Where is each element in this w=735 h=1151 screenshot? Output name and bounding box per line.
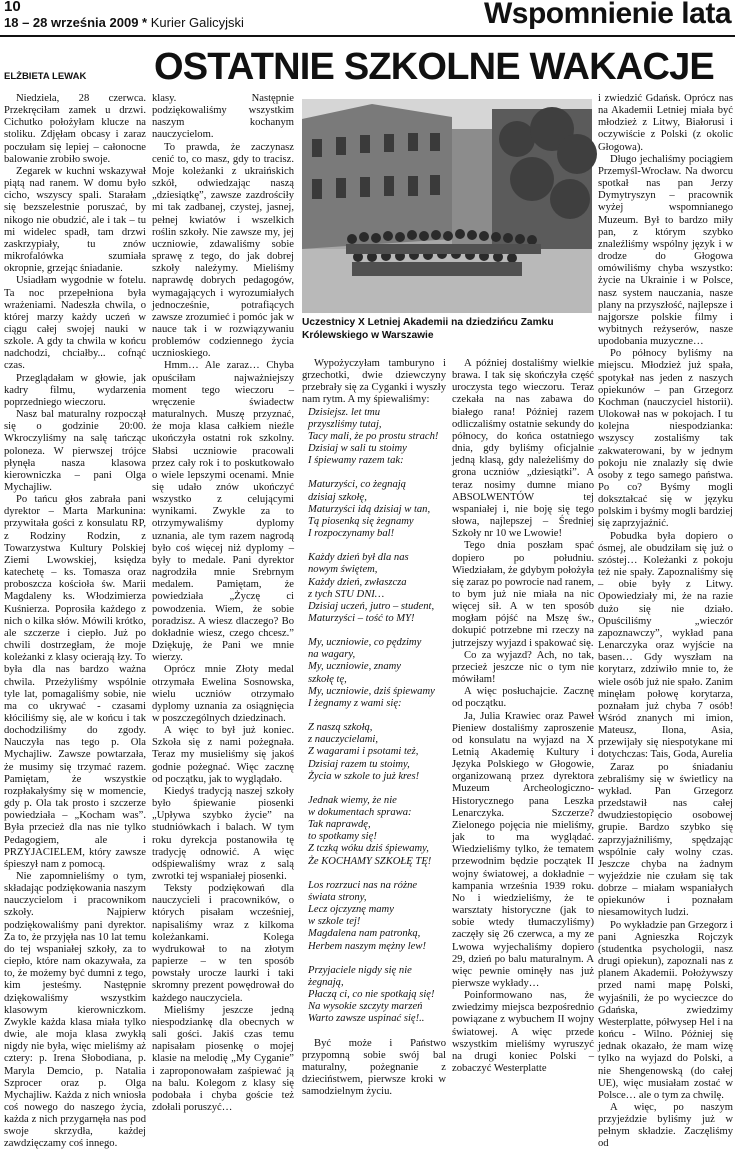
article-column-5 — [598, 93, 733, 1150]
article-paragraph: Mieliśmy jeszcze jedną niespodziankę dla obecnych w sali gości. Jakiś czas temu napisałam piosenkę o mojej klasie na melodię „My Cyganie” i zaproponowałam zaśpiewać ją na balu. Kolegom z klasy się podobała i chyba goście też zdołali poruszyć… — [152, 1004, 294, 1113]
article-paragraph: To prawda, że zaczynasz cenić to, co masz, gdy to tracisz. Moje koleżanki z ukraińskich szkół, odwiedzając naszą „dziesiątkę”, zawsze zazdrościły mi tak zadbanej, czystej, jasnej, pełnej kwiatów i wszelkich roślin szkoły. Nie zawsze my, jej uczniowie, zdawaliśmy sobie sprawę z tego, do jak dobrej szkoły należymy. Mieliśmy naprawdę dobrych pedagogów, wymagających i wyrozumiałych jednocześnie, potrafiących zawsze zrozumieć i pomóc jak w nauce tak i w rozwiązywaniu problemów codziennego życia ucznioskiego. — [152, 141, 294, 360]
article-column-2 — [152, 93, 294, 1113]
article-paragraph: Po wykładzie pan Grzegorz i pani Agnieszka Rojczyk (studentka psychologii, nasz drugi opiekun), zapoznali nas z planem Akademii. Położywszy przed nami mapę Polski, wyjaśnili, że po wycieczce do Gdańska, zwiedzimy Westerplatte, półwysep Hel i na końcu - Wilno. Później się jednak okazało, że mam wizę tylko na wyjazd do Polski, a nie Shengenowską (do całej UE), więc musiałam zostać w Polsce… ale o tym za chwilę. — [598, 919, 733, 1101]
article-paragraph: Po tańcu głos zabrała pani dyrektor – Marta Markunina: przywitała gości z konsulatu RP, z Rodziny Rodzin, z Towarzystwa Kultury Polskiej Ziemi Lwowskiej, księdza katechetę – ks. Tomasza oraz proboszcza kościoła św. Marii Magdaleny ks. Włodzimierza Kuśnierza. Poprosiła każdego z nich o kilka słów. Mówili krótko, ale szczerze i ciepło. Już po chwili dostrzegłam, że moje koleżanki z klasy ocierają łzy. To była dla nas bardzo ważna chwila. Przeżyliśmy wspólnie tyle lat, pomagaliśmy sobie, nie ma co ukrywać - czasami kłóciliśmy się, ale w końcu i tak dochodziliśmy do zgody. Nauczyła nas tego p. Ola Mychajliw. Zawsze powtarzała, że musimy się trzymać razem. Pamiętam, że wszystkie rozpłakałyśmy się w momencie, gdy p. Ola tak prosto i szczerze powiedziała – „Kocham was”. Była przecież dla nas nie tylko Pedagogiem, ale i PRZYJACIELEM, który zawsze śpieszył nam z pomocą. — [4, 494, 146, 870]
article-paragraph: Przeglądałam w głowie, jak kadry filmu, wydarzenia poprzedniego wieczoru. — [4, 372, 146, 408]
poem-stanza: Każdy dzień był dla nas nowym świętem, Każdy dzień, zwłaszcza z tych STU DNI… Dzisiaj uczeń, jutro – student, Maturzyści – tość to MY! — [308, 552, 435, 624]
article-paragraph: Pobudka była dopiero o ósmej, ale obudziłam się już o szóstej… Koleżanki z pokoju też nie spały. Zapoznaliśmy się – obie były z Litwy. Opowiedziały mi, że na razie dużo się nie działo. Opuściliśmy „wieczór zapoznawczy”, wykład pana Lenarczyka oraz wyjście na basen… Gdy wyszłam na korytarz, zdziwiło mnie to, że wiele osób już nie spało. Zanim minęłam połowę korytarza, poznałam już chyba 7 osób! Wśród znanych mi imion, Mateusz, Ilona, Asia, przewijały się niespotykane mi dotychczas: Tais, Goda, Aurelia — [598, 530, 733, 761]
article-paragraph: Poinformowano nas, że zwiedzimy miejsca bezpośrednio powiązane z wybuchem II wojny światowej. A więc przede wszystkim mieliśmy wyruszyć na drugi koniec Polski – zobaczyć Westerplatte — [452, 990, 594, 1075]
article-paragraph: A więc posłuchajcie. Zacznę od początku. — [452, 686, 594, 710]
article-paragraph: i zwiedzić Gdańsk. Oprócz nas na Akademii Letniej miała być młodzież z Litwy, Białorusi i oczywiście z Polski (z okolic Głogowa). — [598, 93, 733, 153]
article-headline: OSTATNIE SZKOLNE WAKACJE — [154, 46, 714, 88]
section-title: Wspomnienie lata — [483, 0, 731, 30]
article-paragraph: Być może i Państwo przypomną sobie swój bal maturalny, pożegnanie z dzieciństwem, pierwsze kroki w samodzielnym życiu. — [302, 1037, 446, 1098]
article-paragraph: Zaraz po śniadaniu zebraliśmy się w świetlicy na wykład. Pan Grzegorz przedstawił nas całej dwudziestopięcio osobowej grupie. Bardzo szybko się zaprzyjaźniliśmy, spędzając wspólnie cały wolny czas. Jeszcze chyba na żadnym wyjeździe nie czułam się tak dobrze – miałam wspaniałych opiekunów i poznałam niesamowitych ludzi. — [598, 761, 733, 919]
poem-stanza: My, uczniowie, co pędzimy na wagary, My, uczniowie, znamy szkołę tę, My, uczniowie, dziś śpiewamy I żegnamy z wami się: — [308, 637, 435, 709]
poem-stanza: Dzisiejsz. let tmu przyszliśmy tutaj, Tacy mali, że po prostu strach! Dzisiaj w sali tu stoimy I śpiewamy razem tak: — [308, 406, 439, 467]
article-paragraph: Hmm… Ale zaraz… Chyba opuściłam najważniejszy moment tego wieczoru – wręczenie świadectw maturalnych. Muszę przyznać, że moja klasa całkiem nieźle ukończyła ostatni rok szkolny. Słabsi uczniowie pracowali przez cały rok i to poskutkowało o wiele lepszymi ocenami. Mnie się udało znów ukończyć wszystko z celującymi wynikami. Zwykle za to otrzymywaliśmy dyplomy uznania, ale tym razem nagrodą było coś więcej niż dyplomy – były to medale. Pani dyrektor nagrodziła mnie Srebrnym medalem. Pamiętam, że powiedziała „Życzę ci powodzenia. Wiem, że sobie poradzisz. A wiesz dlaczego? Bo dokładnie wiesz, czego chcesz.” Dziękuję, że Pani we mnie wierzy. — [152, 360, 294, 664]
poem-stanza: Maturzyści, co żegnają dzisiaj szkołę, Maturzyści idą dzisiaj w tan, Tą piosenką się żegnamy I rozpoczynamy bal! — [308, 479, 431, 540]
page-number: 10 — [4, 0, 21, 15]
poem-stanza: Z naszą szkołą, z nauczycielami, Z wagarami i psotami też, Dzisiaj razem tu stoimy, Życia w szkole to już kres! — [308, 722, 420, 782]
poem-stanza: Los rozrzuci nas na różne świata strony, Lecz ojczyznę mamy w szkole tej! Magdalena nam patronką, Herbem naszym mężny lew! — [308, 879, 426, 952]
header-rule — [0, 35, 735, 37]
article-paragraph: Nie zapomnieliśmy o tym, składając podziękowania naszym nauczycielom i pracownikom szkoły. Najpierw podziękowaliśmy pani dyrektor. Za to, że przyjęła nas 10 lat temu do tej wspaniałej szkoły, za to ciepło, które nam okazywała, za to, że możemy być dumni z tego, kim jesteśmy. Następnie dziękowaliśmy wszystkim klasowym kierowniczkom. Zwykle każda klasa miała tylko dwie, ale moja klasa zwykłą nigdy nie była, więc mieliśmy aż cztery: p. Irena Słobodiana, p. Maryla Demcio, p. Natalia Szprocer oraz p. Olga Mychajliw. Każda z nich wniosła coś nowego do naszego życia, każda z nich przygarnęła nas pod swoje skrzydła, każdej zawdzięczamy coś innego. — [4, 871, 146, 1150]
article-column-4 — [452, 358, 594, 1103]
article-author: ELŻBIETA LEWAK — [4, 71, 87, 82]
article-paragraph: A więc to był już koniec. Szkoła się z nami pożegnała. Teraz my musieliśmy się jakoś godnie pożegnać. Więc zacznę od początku, jak to wyglądało. — [152, 725, 294, 785]
article-paragraph: Tego dnia poszłam spać dopiero po południu. Wiedziałam, że gdybym położyła się zaraz po powrocie nad ranem, to bym już nie miała na nic więcej sił. A w ten sposób mogłam pójść na Mszę św., dokupić potrzebne mi rzeczy na jutrzejszy wyjazd i spakować się. — [452, 540, 594, 649]
article-paragraph: Długo jechaliśmy pociągiem Przemyśl-Wrocław. Na dworcu spotkał nas pan Jerzy Dymytryszyn – pracownik wyżej wspomnianego Muzeum. Był to bardzo miły pan, z którym szybko znaleźliśmy wspólny język i w drodze do Głogowa omówiliśmy chyba wszystko: życie na Ukrainie i w Polsce, nasz system nauczania, nasze plany na przyszłość, najlepsze i najgorsze polskie filmy i wybitnych reżyserów, nasze upodobania muzyczne… — [598, 153, 733, 348]
newspaper-name: Kurier Galicyjski — [150, 15, 244, 30]
page-header — [0, 0, 735, 34]
article-paragraph: Zegarek w kuchni wskazywał piątą nad ranem. W domu było cicho, wszyscy spali. Starałam się bezszelestnie poruszać, by nikogo nie obudzić, ale i tak – tu mi widelec spadł, tam drzwi zaskrzypiały, tu znów mikrofalówka szumiała okropnie, grzejąc śniadanie. — [4, 165, 146, 275]
article-paragraph: Ja, Julia Krawiec oraz Paweł Pieniew dostaliśmy zaproszenie od konsulatu na wyjazd na X Letnią Akademię Kultury i Języka Polskiego w Głogowie, organizowaną przez dyrektora Muzeum Archeologiczno-Historycznego pana Leszka Lenarczyka. Szczerze? Zielonego pojęcia nie mieliśmy, jak to ma wyglądać. Wiedzieliśmy tylko, że tematem przewodnim będzie początek II wojny światowej, a dokładnie – kampania września 1939 roku. No i wiedzieliśmy, że te warsztaty historyczne (jak to sobie wtedy tłumaczyliśmy) zaczęły się 26 czerwca, a my ze Lwowa wyjechaliśmy dopiero 29, dzień po balu maturalnym. A więc pewnie ominęły nas już pierwsze wykłady… — [452, 710, 594, 989]
article-paragraph: Teksty podziękowań dla nauczycieli i pracowników, o których pisałam wcześniej, napisaliśmy wraz z kilkoma koleżankami. Kolega wydrukował to na złotym papierze – w ten sposób powstały urocze laurki i taki skromny prezent powędrował do każdego nauczyciela. — [152, 883, 294, 1004]
article-paragraph: A później dostaliśmy wielkie brawa. I tak się skończyła część uroczysta tego wieczoru. Teraz czekała na nas zabawa do białego rana! Później razem odliczaliśmy ostatnie sekundy do północy, do końca ostatniego dnia, gdy byliśmy oficjalnie jedną klasą, gdy należeliśmy do grona uczniów „dziesiątki”. A teraz nosimy dumne miano ABSOLWENTÓW tej wspaniałej i, nie boję się tego słowa, najlepszej – Średniej Szkoły nr 10 we Lwowie! — [452, 358, 594, 540]
article-column-3 — [302, 358, 446, 1103]
issue-date: 18 – 28 września 2009 — [4, 15, 139, 30]
article-paragraph: Wypożyczyłam tamburyno i grzechotki, dwie dziewczyny przebrały się za Cyganki i wyszły nam rytm. A my śpiewaliśmy: — [302, 358, 446, 406]
article-paragraph: Nasz bal maturalny rozpoczął się o godzinie 20:00. Wkroczyliśmy na salę tańcząc poloneza. W pierwszej trójce płynęła nasza klasowa kierowniczka – pani Olga Mychajliw. — [4, 409, 146, 493]
article-paragraph: Co za wyjazd? Ach, no tak, przecież jeszcze nic o tym nie mówiłam! — [452, 649, 594, 686]
dateline-separator: * — [138, 15, 151, 30]
poem-stanza: Jednak wiemy, że nie w dokumentach sprawa: Tak naprawdę, to spotkamy się! Z tczką wóku dziś śpiewamy, Że KOCHAMY SZKOŁĘ TĘ! — [308, 794, 432, 867]
issue-dateline — [4, 15, 244, 30]
article-photo — [302, 99, 592, 313]
article-paragraph: Niedziela, 28 czerwca. Przekręciłam zamek u drzwi. Cichutko położyłam klucze na stoliku. Zdjęłam obcasy i zaraz poczułam się lepiej – całonocne balowanie zrobiło swoje. — [4, 93, 146, 165]
article-column-1 — [4, 93, 146, 1150]
photo-illustration — [302, 99, 592, 313]
article-paragraph: A więc, po naszym przyjeździe byliśmy już w pełnym składzie. Zaczęliśmy od — [598, 1101, 733, 1150]
article-paragraph: Kiedyś tradycją naszej szkoły było śpiewanie piosenki „Upływa szybko życie” na studniówkach i balach. W tym roku dyrekcja postanowiła tę tradycję odnowić. A więc odśpiewaliśmy wraz z salą zwrotki tej wspaniałej piosenki. — [152, 785, 294, 882]
poem-stanza: Przyjaciele nigdy się nie żegnają, Płaczą ci, co nie spotkają się! Na wysokie szczyty marzeń Warto zawsze uspinać się!.. — [308, 964, 435, 1025]
photo-caption: Uczestnicy X Letniej Akademii na dziedzińcu Zamku Królewskiego w Warszawie — [302, 317, 554, 341]
article-paragraph: Oprócz mnie Złoty medal otrzymała Ewelina Sosnowska, wielu uczniów otrzymało dyplomy uznania za osiągnięcia w poszczególnych dziedzinach. — [152, 664, 294, 724]
article-paragraph: klasy. Następnie podziękowaliśmy wszystkim naszym kochanym nauczycielom. — [152, 93, 294, 141]
article-paragraph: Usiadłam wygodnie w fotelu. Ta noc przepełniona była wrażeniami. Nadeszła chwila, o której marzy każdy uczeń w ciągu całej swojej nauki w szkole. A gdy ta chwila w końcu nadchodzi, chciałby... cofnąć czas. — [4, 275, 146, 372]
article-paragraph: Po północy byliśmy na miejscu. Młodzież już spała, spotykał nas jeden z naszych opiekunów – pan Grzegorz Kochman (nauczyciel historii). Ulokował nas w pokojach. I tu kolejna niespodzianka: wszyscy zostaliśmy tak zakwaterowani, by w jednym pokoju nie znalazły się dwie osoby z tego samego państwa. Po co? Byśmy mogli dokształcać się w języku polskim i byśmy mogli bardziej się zaprzyjaźnić. — [598, 348, 733, 530]
